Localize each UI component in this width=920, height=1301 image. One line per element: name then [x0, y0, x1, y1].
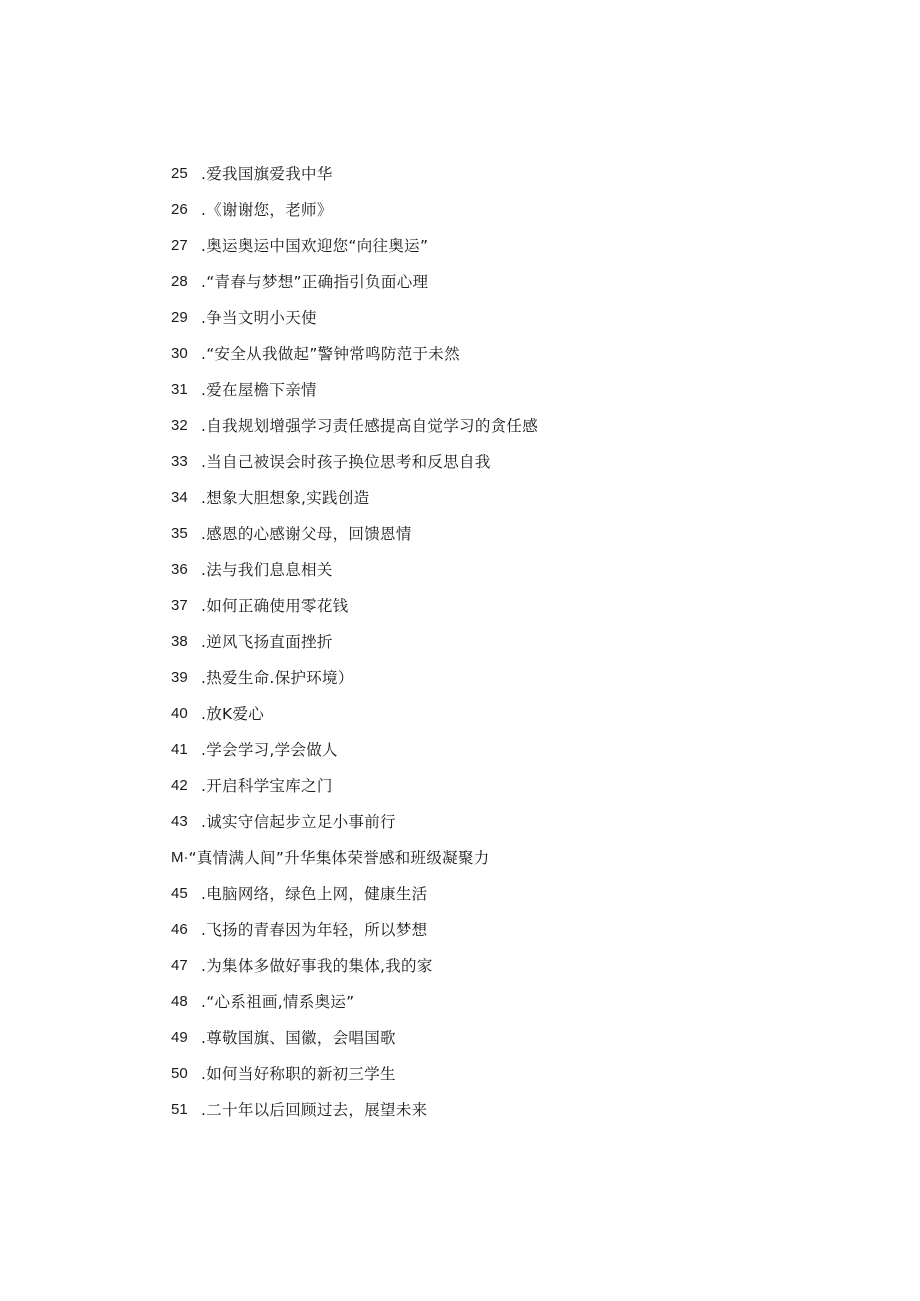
item-text: .爱在屋檐下亲情 [201, 381, 317, 399]
item-number: 48 [171, 993, 188, 1010]
list-item [171, 372, 538, 408]
item-number: 26 [171, 201, 188, 218]
item-text: .《谢谢您，老师》 [201, 201, 333, 219]
item-number: 51 [171, 1101, 188, 1118]
item-text: .二十年以后回顾过去，展望未来 [201, 1101, 428, 1119]
item-number: 32 [171, 417, 188, 434]
item-number: 50 [171, 1065, 188, 1082]
list-item [171, 192, 538, 228]
list-item [171, 984, 538, 1020]
item-text: .当自己被误会时孩子换位思考和反思自我 [201, 453, 491, 471]
list-item [171, 624, 538, 660]
item-number: 47 [171, 957, 188, 974]
item-text: .自我规划增强学习责任感提高自觉学习的贪任感 [201, 417, 539, 435]
list-item [171, 804, 538, 840]
list-item [171, 1092, 538, 1128]
list-item [171, 228, 538, 264]
item-number: 41 [171, 741, 188, 758]
item-text: .飞扬的青春因为年轻，所以梦想 [201, 921, 428, 939]
item-text: .法与我们息息相关 [201, 561, 333, 579]
item-text: .“心系祖画,情系奥运” [201, 993, 355, 1011]
item-number: 37 [171, 597, 188, 614]
item-number: 31 [171, 381, 188, 398]
item-text: .感恩的心感谢父母，回馈恩情 [201, 525, 412, 543]
list-item [171, 1056, 538, 1092]
item-text: .放K爱心 [201, 705, 265, 723]
list-item [171, 912, 538, 948]
list-item [171, 480, 538, 516]
item-number: 28 [171, 273, 188, 290]
item-number: 45 [171, 885, 188, 902]
item-text: .逆风飞扬直面挫折 [201, 633, 333, 651]
topic-list [171, 156, 538, 1128]
item-text: .如何正确使用零花钱 [201, 597, 349, 615]
list-item [171, 516, 538, 552]
item-number: 49 [171, 1029, 188, 1046]
list-item [171, 336, 538, 372]
item-number: 33 [171, 453, 188, 470]
item-text: .爱我国旗爱我中华 [201, 165, 333, 183]
item-number: 42 [171, 777, 188, 794]
item-number: 39 [171, 669, 188, 686]
item-text: “真情满人间”升华集体荣誉感和班级凝聚力 [188, 849, 490, 867]
list-item [171, 408, 538, 444]
item-text: .开启科学宝库之门 [201, 777, 333, 795]
list-item [171, 948, 538, 984]
item-text: .诚实守信起步立足小事前行 [201, 813, 396, 831]
item-text: .学会学习,学会做人 [201, 741, 338, 759]
item-text: .为集体多做好事我的集体,我的家 [201, 957, 433, 975]
item-number: 46 [171, 921, 188, 938]
list-item [171, 1020, 538, 1056]
item-number: 29 [171, 309, 188, 326]
item-number: 30 [171, 345, 188, 362]
list-item [171, 588, 538, 624]
list-item [171, 444, 538, 480]
list-item [171, 840, 538, 876]
item-number: 35 [171, 525, 188, 542]
item-number: 40 [171, 705, 188, 722]
list-item [171, 552, 538, 588]
item-text: .争当文明小天使 [201, 309, 317, 327]
item-text: .热爱生命.保护环境） [201, 669, 354, 687]
list-item [171, 876, 538, 912]
item-text: .奥运奥运中国欢迎您“向往奥运” [201, 237, 429, 255]
item-number: 38 [171, 633, 188, 650]
item-text: .想象大胆想象,实践创造 [201, 489, 370, 507]
item-number: 25 [171, 165, 188, 182]
item-number: 27 [171, 237, 188, 254]
list-item [171, 768, 538, 804]
item-number: 43 [171, 813, 188, 830]
item-text: .电脑网络，绿色上网，健康生活 [201, 885, 428, 903]
list-item [171, 156, 538, 192]
item-text: .尊敬国旗、国徽，会唱国歌 [201, 1029, 396, 1047]
list-item [171, 300, 538, 336]
item-text: .“青春与梦想”正确指引负面心理 [201, 273, 429, 291]
list-item [171, 732, 538, 768]
item-text: .“安全从我做起”警钟常鸣防范于未然 [201, 345, 460, 363]
list-item [171, 660, 538, 696]
item-number: M· [171, 849, 189, 866]
list-item [171, 264, 538, 300]
item-text: .如何当好称职的新初三学生 [201, 1065, 396, 1083]
item-number: 34 [171, 489, 188, 506]
item-number: 36 [171, 561, 188, 578]
list-item [171, 696, 538, 732]
